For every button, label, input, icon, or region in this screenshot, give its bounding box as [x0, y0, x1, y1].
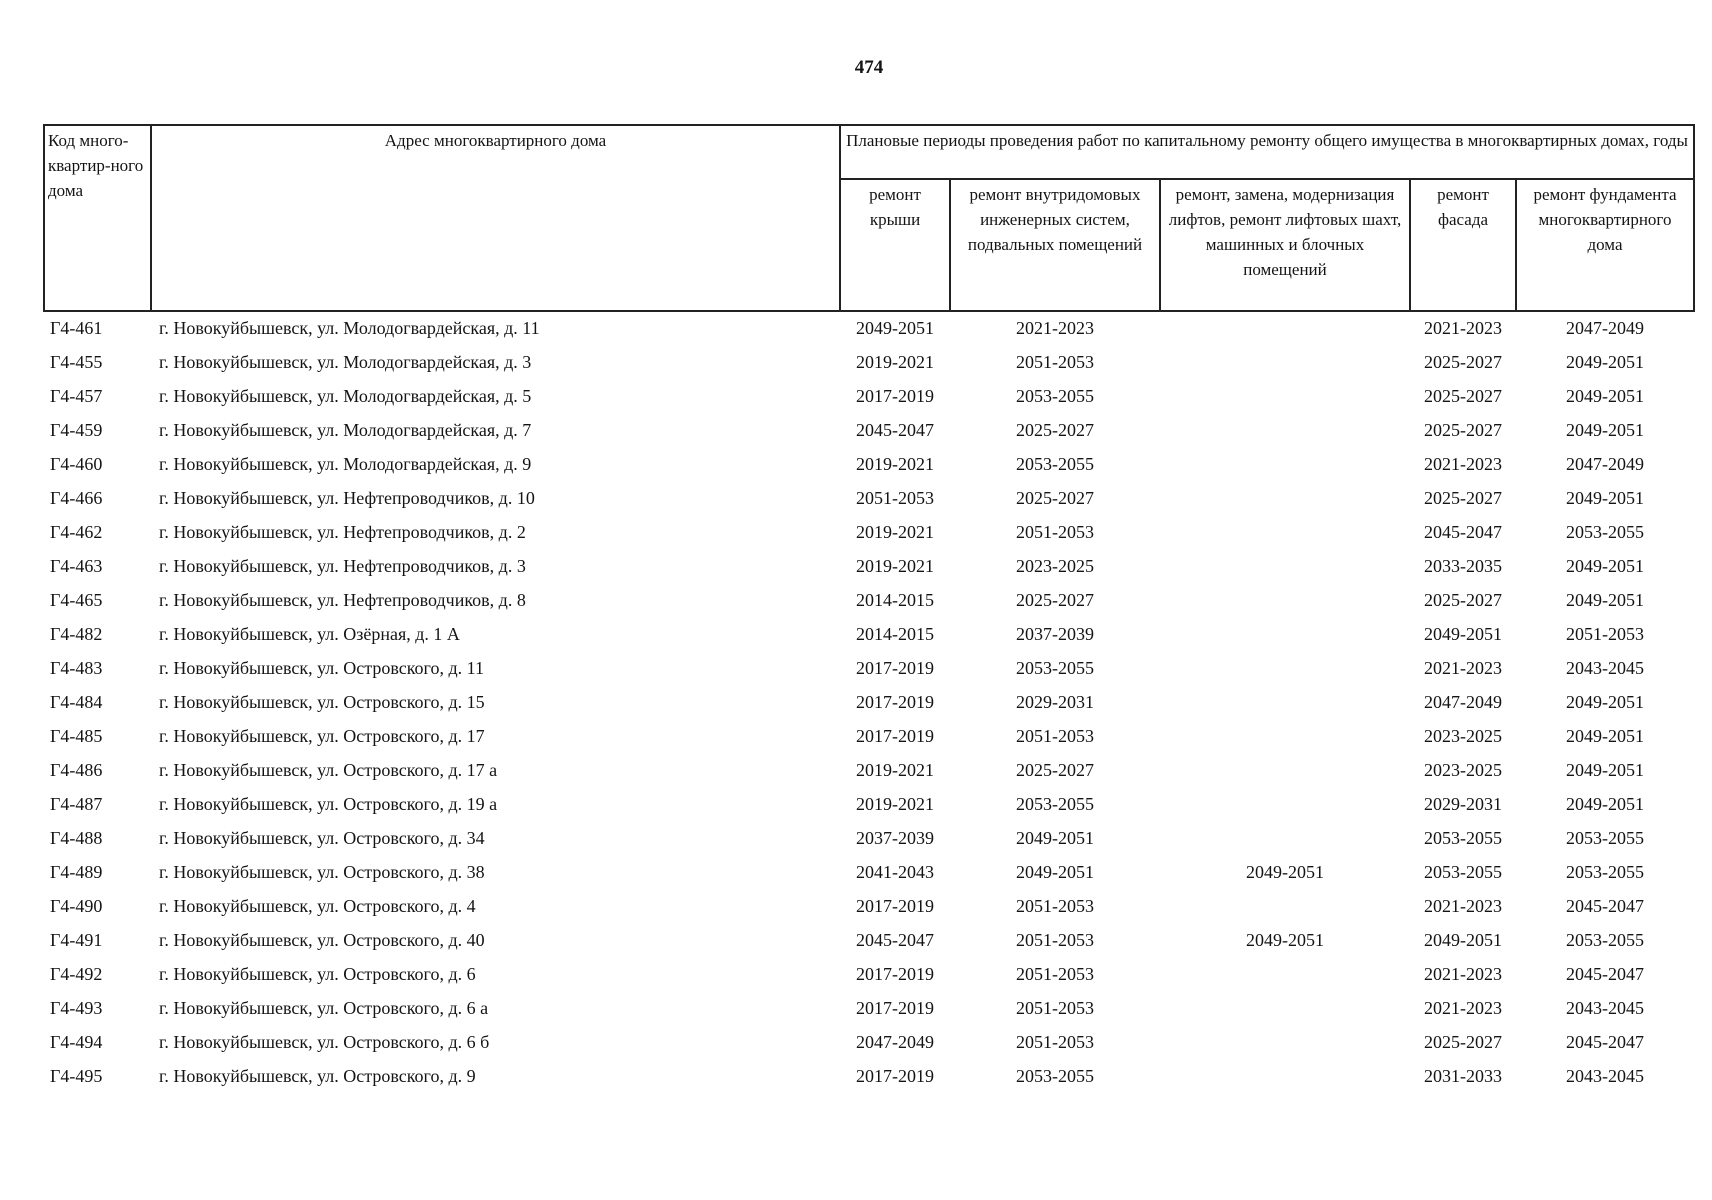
engineering-period-cell: 2051-2053 — [1016, 896, 1094, 917]
building-code-cell: Г4-495 — [50, 1066, 103, 1087]
roof-period-cell: 2045-2047 — [856, 420, 934, 441]
roof-period-cell: 2017-2019 — [856, 896, 934, 917]
address-cell: г. Новокуйбышевск, ул. Островского, д. 6 — [159, 964, 476, 985]
facade-period-cell: 2025-2027 — [1424, 352, 1502, 373]
lift-period-cell — [1160, 720, 1410, 754]
foundation-period-cell: 2049-2051 — [1566, 726, 1644, 747]
table-row — [44, 754, 1694, 788]
engineering-period-cell: 2029-2031 — [1016, 692, 1094, 713]
repair-schedule-table — [43, 124, 1695, 1094]
foundation-period-cell: 2049-2051 — [1566, 760, 1644, 781]
table-row — [44, 380, 1694, 414]
lift-period-cell — [1160, 652, 1410, 686]
address-cell: г. Новокуйбышевск, ул. Озёрная, д. 1 А — [159, 624, 460, 645]
facade-period-cell: 2025-2027 — [1424, 590, 1502, 611]
building-code-cell: Г4-491 — [50, 930, 103, 951]
engineering-period-cell: 2021-2023 — [1016, 318, 1094, 339]
facade-period-cell: 2029-2031 — [1424, 794, 1502, 815]
lift-period-cell — [1160, 788, 1410, 822]
roof-period-cell: 2017-2019 — [856, 658, 934, 679]
facade-period-cell: 2031-2033 — [1424, 1066, 1502, 1087]
foundation-period-cell: 2049-2051 — [1566, 556, 1644, 577]
schedule-table-container — [43, 124, 1695, 1094]
address-cell: г. Новокуйбышевск, ул. Молодогвардейская, д. 5 — [159, 386, 532, 407]
address-cell: г. Новокуйбышевск, ул. Нефтепроводчиков, д. 10 — [159, 488, 535, 509]
engineering-period-cell: 2051-2053 — [1016, 522, 1094, 543]
engineering-period-cell: 2037-2039 — [1016, 624, 1094, 645]
lift-period-cell — [1160, 686, 1410, 720]
address-cell: г. Новокуйбышевск, ул. Островского, д. 4 — [159, 896, 476, 917]
lift-period-cell — [1160, 584, 1410, 618]
building-code-cell: Г4-487 — [50, 794, 103, 815]
roof-period-cell: 2049-2051 — [856, 318, 934, 339]
facade-period-cell: 2021-2023 — [1424, 454, 1502, 475]
table-row — [44, 822, 1694, 856]
building-code-cell: Г4-486 — [50, 760, 103, 781]
building-code-cell: Г4-493 — [50, 998, 103, 1019]
address-cell: г. Новокуйбышевск, ул. Островского, д. 6 а — [159, 998, 489, 1019]
building-code-cell: Г4-494 — [50, 1032, 103, 1053]
header-planned-periods: Плановые периоды проведения работ по капитальному ремонту общего имущества в многоквартирных домах, годы — [840, 125, 1694, 179]
foundation-period-cell: 2053-2055 — [1566, 862, 1644, 883]
building-code-cell: Г4-466 — [50, 488, 103, 509]
address-cell: г. Новокуйбышевск, ул. Молодогвардейская, д. 9 — [159, 454, 532, 475]
lift-period-cell — [1160, 380, 1410, 414]
lift-period-cell — [1160, 1060, 1410, 1094]
lift-period-cell — [1160, 448, 1410, 482]
table-row — [44, 856, 1694, 890]
table-row — [44, 346, 1694, 380]
engineering-period-cell: 2053-2055 — [1016, 658, 1094, 679]
engineering-period-cell: 2023-2025 — [1016, 556, 1094, 577]
roof-period-cell: 2014-2015 — [856, 590, 934, 611]
lift-period-cell — [1160, 992, 1410, 1026]
roof-period-cell: 2037-2039 — [856, 828, 934, 849]
building-code-cell: Г4-482 — [50, 624, 103, 645]
foundation-period-cell: 2049-2051 — [1566, 590, 1644, 611]
foundation-period-cell: 2045-2047 — [1566, 1032, 1644, 1053]
header-facade-repair: ремонт фасада — [1410, 179, 1516, 311]
engineering-period-cell: 2051-2053 — [1016, 964, 1094, 985]
table-row — [44, 448, 1694, 482]
table-row — [44, 652, 1694, 686]
lift-period-cell — [1160, 550, 1410, 584]
roof-period-cell: 2017-2019 — [856, 998, 934, 1019]
roof-period-cell: 2014-2015 — [856, 624, 934, 645]
foundation-period-cell: 2049-2051 — [1566, 692, 1644, 713]
foundation-period-cell: 2049-2051 — [1566, 794, 1644, 815]
engineering-period-cell: 2053-2055 — [1016, 386, 1094, 407]
facade-period-cell: 2053-2055 — [1424, 862, 1502, 883]
building-code-cell: Г4-461 — [50, 318, 103, 339]
roof-period-cell: 2047-2049 — [856, 1032, 934, 1053]
foundation-period-cell: 2053-2055 — [1566, 930, 1644, 951]
address-cell: г. Новокуйбышевск, ул. Островского, д. 38 — [159, 862, 485, 883]
engineering-period-cell: 2053-2055 — [1016, 1066, 1094, 1087]
building-code-cell: Г4-459 — [50, 420, 103, 441]
engineering-period-cell: 2025-2027 — [1016, 590, 1094, 611]
table-row — [44, 958, 1694, 992]
table-row — [44, 924, 1694, 958]
table-row — [44, 311, 1694, 346]
table-row — [44, 686, 1694, 720]
roof-period-cell: 2051-2053 — [856, 488, 934, 509]
building-code-cell: Г4-483 — [50, 658, 103, 679]
lift-period-cell — [1160, 754, 1410, 788]
foundation-period-cell: 2047-2049 — [1566, 318, 1644, 339]
table-row — [44, 550, 1694, 584]
table-row — [44, 482, 1694, 516]
lift-period-cell — [1160, 1026, 1410, 1060]
roof-period-cell: 2019-2021 — [856, 454, 934, 475]
building-code-cell: Г4-462 — [50, 522, 103, 543]
roof-period-cell: 2019-2021 — [856, 556, 934, 577]
building-code-cell: Г4-460 — [50, 454, 103, 475]
foundation-period-cell: 2051-2053 — [1566, 624, 1644, 645]
facade-period-cell: 2045-2047 — [1424, 522, 1502, 543]
lift-period-cell — [1160, 346, 1410, 380]
address-cell: г. Новокуйбышевск, ул. Островского, д. 9 — [159, 1066, 476, 1087]
facade-period-cell: 2025-2027 — [1424, 386, 1502, 407]
facade-period-cell: 2047-2049 — [1424, 692, 1502, 713]
address-cell: г. Новокуйбышевск, ул. Островского, д. 34 — [159, 828, 485, 849]
lift-period-cell — [1160, 890, 1410, 924]
address-cell: г. Новокуйбышевск, ул. Островского, д. 11 — [159, 658, 484, 679]
facade-period-cell: 2023-2025 — [1424, 760, 1502, 781]
address-cell: г. Новокуйбышевск, ул. Молодогвардейская, д. 3 — [159, 352, 532, 373]
table-body — [44, 311, 1694, 1094]
building-code-cell: Г4-455 — [50, 352, 103, 373]
address-cell: г. Новокуйбышевск, ул. Островского, д. 17 — [159, 726, 485, 747]
building-code-cell: Г4-485 — [50, 726, 103, 747]
foundation-period-cell: 2047-2049 — [1566, 454, 1644, 475]
table-row — [44, 414, 1694, 448]
foundation-period-cell: 2043-2045 — [1566, 998, 1644, 1019]
engineering-period-cell: 2053-2055 — [1016, 794, 1094, 815]
address-cell: г. Новокуйбышевск, ул. Нефтепроводчиков, д. 8 — [159, 590, 526, 611]
address-cell: г. Новокуйбышевск, ул. Островского, д. 19 а — [159, 794, 498, 815]
facade-period-cell: 2025-2027 — [1424, 488, 1502, 509]
engineering-period-cell: 2025-2027 — [1016, 488, 1094, 509]
engineering-period-cell: 2051-2053 — [1016, 998, 1094, 1019]
facade-period-cell: 2025-2027 — [1424, 420, 1502, 441]
engineering-period-cell: 2049-2051 — [1016, 862, 1094, 883]
foundation-period-cell: 2053-2055 — [1566, 522, 1644, 543]
lift-period-cell — [1160, 311, 1410, 346]
facade-period-cell: 2021-2023 — [1424, 318, 1502, 339]
engineering-period-cell: 2051-2053 — [1016, 930, 1094, 951]
lift-period-cell — [1160, 958, 1410, 992]
address-cell: г. Новокуйбышевск, ул. Молодогвардейская, д. 7 — [159, 420, 532, 441]
facade-period-cell: 2023-2025 — [1424, 726, 1502, 747]
address-cell: г. Новокуйбышевск, ул. Островского, д. 6 б — [159, 1032, 490, 1053]
facade-period-cell: 2025-2027 — [1424, 1032, 1502, 1053]
facade-period-cell: 2049-2051 — [1424, 930, 1502, 951]
building-code-cell: Г4-492 — [50, 964, 103, 985]
header-building-address: Адрес многоквартирного дома — [151, 125, 840, 311]
engineering-period-cell: 2025-2027 — [1016, 760, 1094, 781]
table-row — [44, 890, 1694, 924]
table-row — [44, 516, 1694, 550]
building-code-cell: Г4-457 — [50, 386, 103, 407]
address-cell: г. Новокуйбышевск, ул. Островского, д. 40 — [159, 930, 485, 951]
lift-period-cell — [1160, 516, 1410, 550]
lift-period-cell: 2049-2051 — [1246, 930, 1324, 951]
foundation-period-cell: 2049-2051 — [1566, 352, 1644, 373]
facade-period-cell: 2053-2055 — [1424, 828, 1502, 849]
roof-period-cell: 2017-2019 — [856, 692, 934, 713]
engineering-period-cell: 2025-2027 — [1016, 420, 1094, 441]
engineering-period-cell: 2051-2053 — [1016, 726, 1094, 747]
facade-period-cell: 2021-2023 — [1424, 896, 1502, 917]
engineering-period-cell: 2049-2051 — [1016, 828, 1094, 849]
foundation-period-cell: 2053-2055 — [1566, 828, 1644, 849]
foundation-period-cell: 2043-2045 — [1566, 1066, 1644, 1087]
table-row — [44, 584, 1694, 618]
foundation-period-cell: 2049-2051 — [1566, 420, 1644, 441]
roof-period-cell: 2019-2021 — [856, 760, 934, 781]
table-row — [44, 618, 1694, 652]
foundation-period-cell: 2049-2051 — [1566, 488, 1644, 509]
building-code-cell: Г4-465 — [50, 590, 103, 611]
roof-period-cell: 2017-2019 — [856, 386, 934, 407]
building-code-cell: Г4-490 — [50, 896, 103, 917]
address-cell: г. Новокуйбышевск, ул. Нефтепроводчиков, д. 2 — [159, 522, 526, 543]
building-code-cell: Г4-463 — [50, 556, 103, 577]
facade-period-cell: 2021-2023 — [1424, 998, 1502, 1019]
building-code-cell: Г4-488 — [50, 828, 103, 849]
foundation-period-cell: 2049-2051 — [1566, 386, 1644, 407]
building-code-cell: Г4-489 — [50, 862, 103, 883]
roof-period-cell: 2019-2021 — [856, 794, 934, 815]
roof-period-cell: 2019-2021 — [856, 522, 934, 543]
header-roof-repair: ремонт крыши — [840, 179, 950, 311]
facade-period-cell: 2021-2023 — [1424, 658, 1502, 679]
foundation-period-cell: 2045-2047 — [1566, 896, 1644, 917]
lift-period-cell — [1160, 618, 1410, 652]
foundation-period-cell: 2045-2047 — [1566, 964, 1644, 985]
table-row — [44, 1060, 1694, 1094]
address-cell: г. Новокуйбышевск, ул. Молодогвардейская, д. 11 — [159, 318, 540, 339]
address-cell: г. Новокуйбышевск, ул. Островского, д. 15 — [159, 692, 485, 713]
roof-period-cell: 2017-2019 — [856, 1066, 934, 1087]
table-header — [44, 125, 1694, 311]
table-row — [44, 992, 1694, 1026]
building-code-cell: Г4-484 — [50, 692, 103, 713]
address-cell: г. Новокуйбышевск, ул. Островского, д. 17 а — [159, 760, 498, 781]
facade-period-cell: 2033-2035 — [1424, 556, 1502, 577]
header-engineering-repair: ремонт внутридомовых инженерных систем, подвальных помещений — [950, 179, 1160, 311]
table-row — [44, 720, 1694, 754]
roof-period-cell: 2045-2047 — [856, 930, 934, 951]
header-building-code: Код много-квартир-ного дома — [44, 125, 151, 311]
table-row — [44, 788, 1694, 822]
facade-period-cell: 2021-2023 — [1424, 964, 1502, 985]
page-number: 474 — [854, 57, 884, 78]
facade-period-cell: 2049-2051 — [1424, 624, 1502, 645]
lift-period-cell — [1160, 414, 1410, 448]
engineering-period-cell: 2051-2053 — [1016, 1032, 1094, 1053]
address-cell: г. Новокуйбышевск, ул. Нефтепроводчиков, д. 3 — [159, 556, 526, 577]
roof-period-cell: 2017-2019 — [856, 964, 934, 985]
table-row — [44, 1026, 1694, 1060]
roof-period-cell: 2041-2043 — [856, 862, 934, 883]
roof-period-cell: 2019-2021 — [856, 352, 934, 373]
header-foundation-repair: ремонт фундамента многоквартирного дома — [1516, 179, 1694, 311]
lift-period-cell — [1160, 482, 1410, 516]
roof-period-cell: 2017-2019 — [856, 726, 934, 747]
engineering-period-cell: 2053-2055 — [1016, 454, 1094, 475]
header-lift-repair: ремонт, замена, модернизация лифтов, ремонт лифтовых шахт, машинных и блочных помещений — [1160, 179, 1410, 311]
engineering-period-cell: 2051-2053 — [1016, 352, 1094, 373]
foundation-period-cell: 2043-2045 — [1566, 658, 1644, 679]
lift-period-cell — [1160, 822, 1410, 856]
lift-period-cell: 2049-2051 — [1246, 862, 1324, 883]
